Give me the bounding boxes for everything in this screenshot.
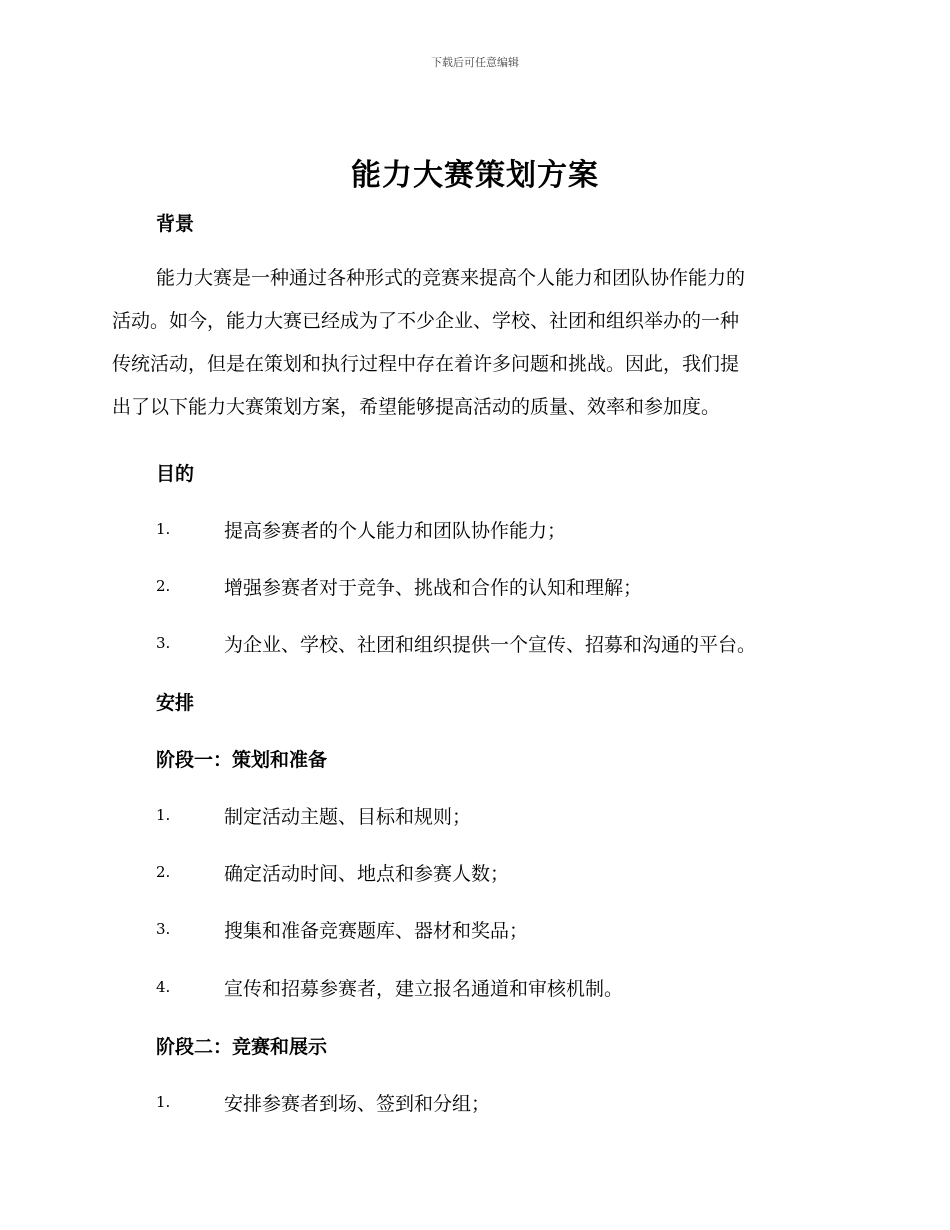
list-item-number: 3. <box>156 920 171 938</box>
section-heading-purpose: 目的 <box>156 463 195 485</box>
section-heading-background: 背景 <box>156 213 195 235</box>
document-title: 能力大赛策划方案 <box>351 158 599 193</box>
paragraph-line: 传统活动，但是在策划和执行过程中存在着许多问题和挑战。因此，我们提 <box>112 353 740 375</box>
list-item <box>156 516 836 546</box>
list-item-number: 1. <box>156 806 171 824</box>
list-item-text: 安排参赛者到场、签到和分组； <box>224 1093 491 1115</box>
phase-heading-2: 阶段二：竞赛和展示 <box>156 1036 328 1058</box>
list-item <box>156 802 836 832</box>
list-item-number: 1. <box>156 1093 171 1111</box>
list-item-number: 3. <box>156 634 171 652</box>
phase-heading-1: 阶段一：策划和准备 <box>156 749 328 771</box>
list-item-text: 为企业、学校、社团和组织提供一个宣传、招募和沟通的平台。 <box>224 634 757 656</box>
section-heading-arrangement: 安排 <box>156 692 195 714</box>
list-item <box>156 859 836 889</box>
list-item-number: 2. <box>156 863 171 881</box>
list-item-text: 制定活动主题、目标和规则； <box>224 806 472 828</box>
list-item-text: 增强参赛者对于竞争、挑战和合作的认知和理解； <box>224 577 643 599</box>
background-paragraph <box>112 257 832 429</box>
list-item <box>156 573 836 603</box>
list-item-number: 2. <box>156 577 171 595</box>
list-item <box>156 1089 836 1119</box>
list-item-text: 提高参赛者的个人能力和团队协作能力； <box>224 520 567 542</box>
list-item-number: 1. <box>156 520 171 538</box>
list-item-text: 搜集和准备竞赛题库、器材和奖品； <box>224 920 529 942</box>
list-item <box>156 974 836 1004</box>
list-item-text: 确定活动时间、地点和参赛人数； <box>224 863 510 885</box>
list-item-text: 宣传和招募参赛者，建立报名通道和审核机制。 <box>224 978 624 1000</box>
paragraph-line: 能力大赛是一种通过各种形式的竞赛来提高个人能力和团队协作能力的 <box>156 267 746 289</box>
list-item <box>156 916 836 946</box>
list-item-number: 4. <box>156 978 171 996</box>
header-note: 下载后可任意编辑 <box>431 56 519 69</box>
paragraph-line: 活动。如今，能力大赛已经成为了不少企业、学校、社团和组织举办的一种 <box>112 310 740 332</box>
list-item <box>156 630 836 660</box>
paragraph-line: 出了以下能力大赛策划方案，希望能够提高活动的质量、效率和参加度。 <box>112 396 721 418</box>
